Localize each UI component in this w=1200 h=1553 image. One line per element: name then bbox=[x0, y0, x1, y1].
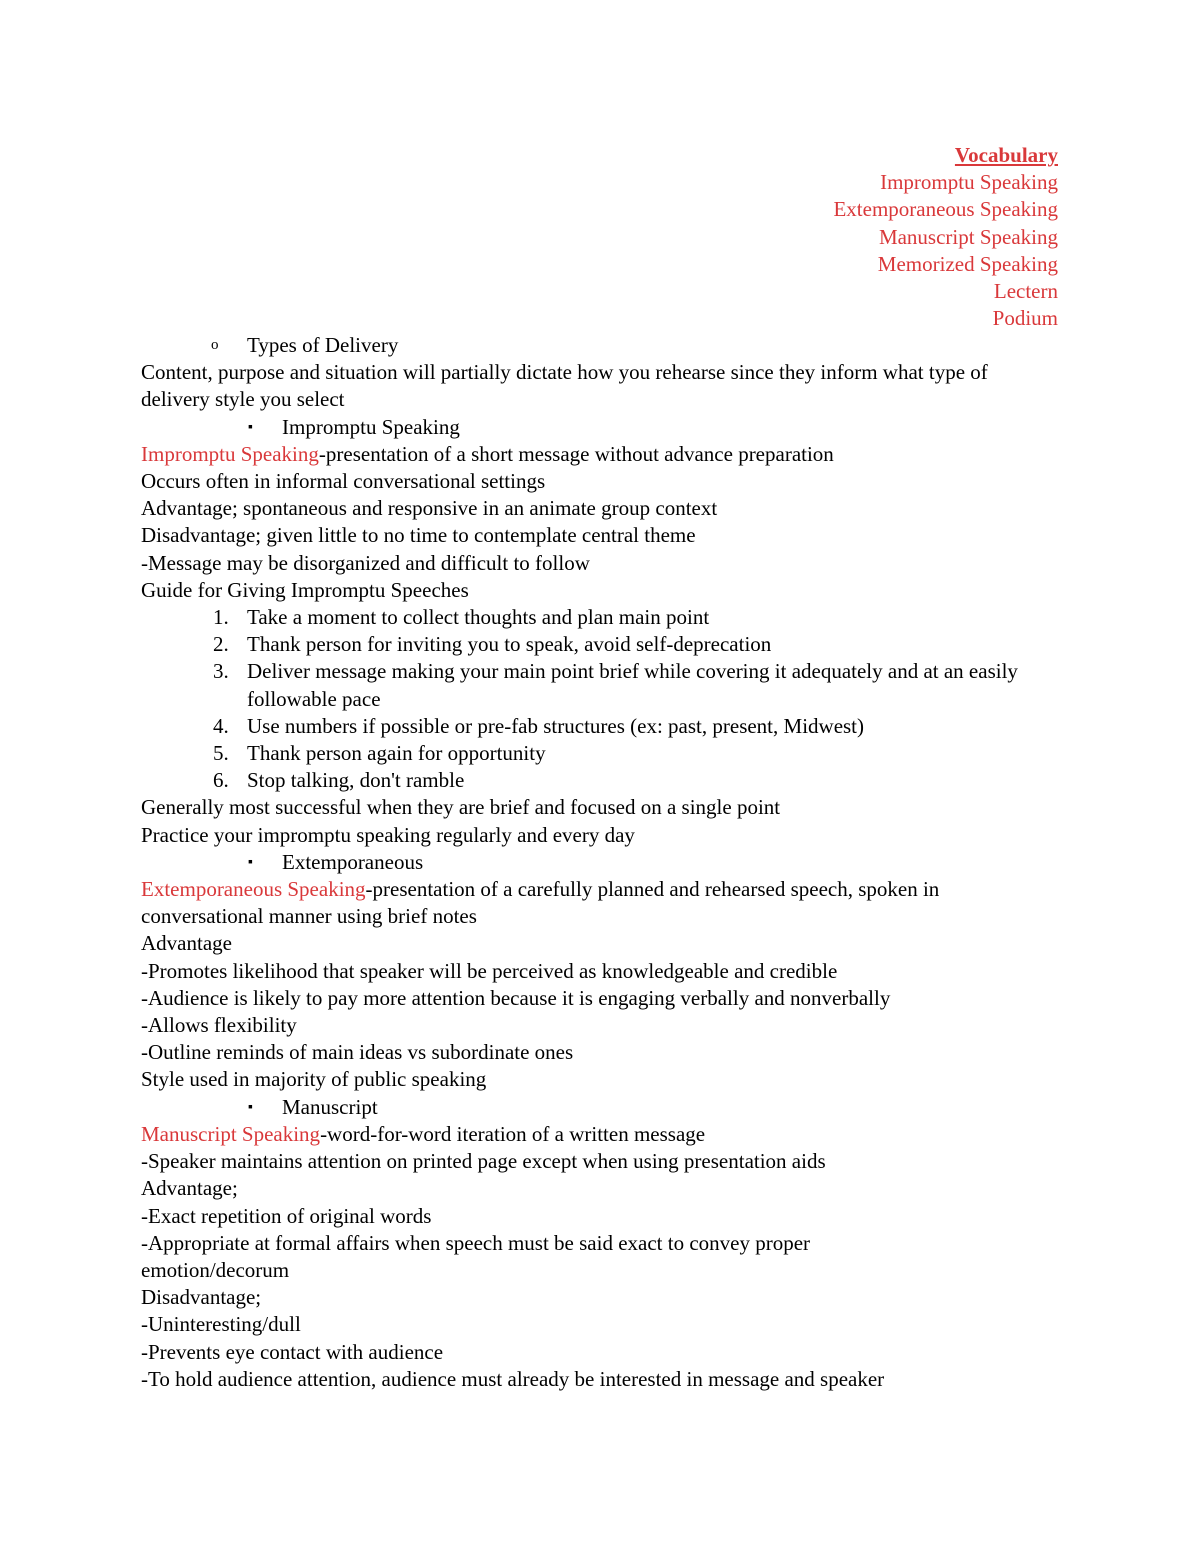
text-line: -Allows flexibility bbox=[141, 1013, 297, 1038]
list-item-text: Take a moment to collect thoughts and plan main point bbox=[247, 605, 710, 630]
definition-extemporaneous bbox=[141, 876, 1061, 930]
vocabulary-title: Vocabulary bbox=[954, 143, 1058, 167]
list-item bbox=[141, 713, 1061, 740]
text-line: -Appropriate at formal affairs when speech must be said exact to convey proper emotion/decorum bbox=[141, 1230, 811, 1282]
list-number: 1. bbox=[213, 605, 229, 630]
text-line: -Exact repetition of original words bbox=[141, 1203, 432, 1228]
guide-list bbox=[141, 604, 1061, 794]
term-highlight: Manuscript Speaking bbox=[141, 1121, 321, 1146]
text-line: -Outline reminds of main ideas vs subordinate ones bbox=[141, 1040, 574, 1065]
text-line: -Uninteresting/dull bbox=[141, 1312, 301, 1337]
subheading-text: Extemporaneous bbox=[282, 849, 424, 874]
text-line: Generally most successful when they are brief and focused on a single point bbox=[141, 795, 781, 820]
vocab-term: Memorized Speaking bbox=[877, 251, 1058, 276]
text-line: -Prevents eye contact with audience bbox=[141, 1339, 444, 1364]
list-item-text: Thank person again for opportunity bbox=[247, 741, 546, 766]
subheading-text: Impromptu Speaking bbox=[282, 414, 460, 439]
list-item bbox=[141, 740, 1061, 767]
vocab-term: Podium bbox=[992, 306, 1058, 331]
term-highlight: Impromptu Speaking bbox=[141, 441, 319, 466]
text-line: -Message may be disorganized and difficult to follow bbox=[141, 550, 590, 575]
vocabulary-list bbox=[833, 142, 1058, 332]
vocab-term: Impromptu Speaking bbox=[880, 170, 1058, 195]
list-item-text: Thank person for inviting you to speak, avoid self-deprecation bbox=[247, 632, 772, 657]
text-line: -Promotes likelihood that speaker will be perceived as knowledgeable and credible bbox=[141, 958, 838, 983]
square-bullet-icon: ▪ bbox=[248, 419, 253, 435]
subheading-text: Manuscript bbox=[282, 1094, 378, 1119]
section-heading-types bbox=[141, 332, 1061, 359]
definition-impromptu bbox=[141, 441, 1061, 468]
square-bullet-icon: ▪ bbox=[248, 1099, 253, 1115]
text-line: -Audience is likely to pay more attention because it is engaging verbally and nonverbally bbox=[141, 985, 891, 1010]
text-line: Advantage; bbox=[141, 1176, 238, 1201]
list-number: 2. bbox=[213, 632, 229, 657]
text-line: Guide for Giving Impromptu Speeches bbox=[141, 577, 469, 602]
definition-manuscript bbox=[141, 1121, 1061, 1148]
list-number: 5. bbox=[213, 741, 229, 766]
list-item bbox=[141, 658, 1061, 712]
definition-text: -word-for-word iteration of a written message bbox=[320, 1121, 706, 1146]
list-number: 4. bbox=[213, 713, 229, 738]
text-line: Advantage; spontaneous and responsive in an animate group context bbox=[141, 496, 718, 521]
square-bullet-icon: ▪ bbox=[248, 854, 253, 870]
text-line: Style used in majority of public speaking bbox=[141, 1067, 487, 1092]
text-line: Disadvantage; bbox=[141, 1285, 262, 1310]
term-highlight: Extemporaneous Speaking bbox=[141, 877, 366, 902]
list-item-text: Stop talking, don't ramble bbox=[247, 768, 465, 793]
subheading-impromptu bbox=[141, 414, 1061, 441]
text-line: -Speaker maintains attention on printed page except when using presentation aids bbox=[141, 1149, 826, 1174]
notes-body bbox=[141, 332, 1061, 1393]
text-line: Disadvantage; given little to no time to contemplate central theme bbox=[141, 523, 696, 548]
definition-text: -presentation of a carefully planned and rehearsed speech, spoken in conversational manner using brief notes bbox=[141, 877, 940, 929]
definition-text: -presentation of a short message without advance preparation bbox=[318, 441, 834, 466]
list-item bbox=[141, 604, 1061, 631]
vocab-term: Lectern bbox=[993, 279, 1058, 304]
subheading-extemporaneous bbox=[141, 849, 1061, 876]
list-item bbox=[141, 631, 1061, 658]
vocab-term: Extemporaneous Speaking bbox=[833, 197, 1058, 222]
text-line: -To hold audience attention, audience must already be interested in message and speaker bbox=[141, 1366, 885, 1391]
text-line: Advantage bbox=[141, 931, 232, 956]
subheading-manuscript bbox=[141, 1094, 1061, 1121]
list-item-text: Deliver message making your main point brief while covering it adequately and at an easily followable pace bbox=[247, 659, 1018, 711]
vocab-term: Manuscript Speaking bbox=[878, 224, 1058, 249]
heading-text: Types of Delivery bbox=[247, 333, 399, 357]
circle-bullet-icon: o bbox=[211, 337, 219, 353]
list-item-text: Use numbers if possible or pre-fab structures (ex: past, present, Midwest) bbox=[247, 713, 865, 738]
list-item bbox=[141, 767, 1061, 794]
text-line: Occurs often in informal conversational settings bbox=[141, 469, 546, 494]
intro-paragraph: Content, purpose and situation will partially dictate how you rehearse since they inform what type of delivery style you select bbox=[141, 360, 988, 412]
list-number: 6. bbox=[213, 768, 229, 793]
text-line: Practice your impromptu speaking regularly and every day bbox=[141, 822, 635, 847]
list-number: 3. bbox=[213, 659, 229, 684]
